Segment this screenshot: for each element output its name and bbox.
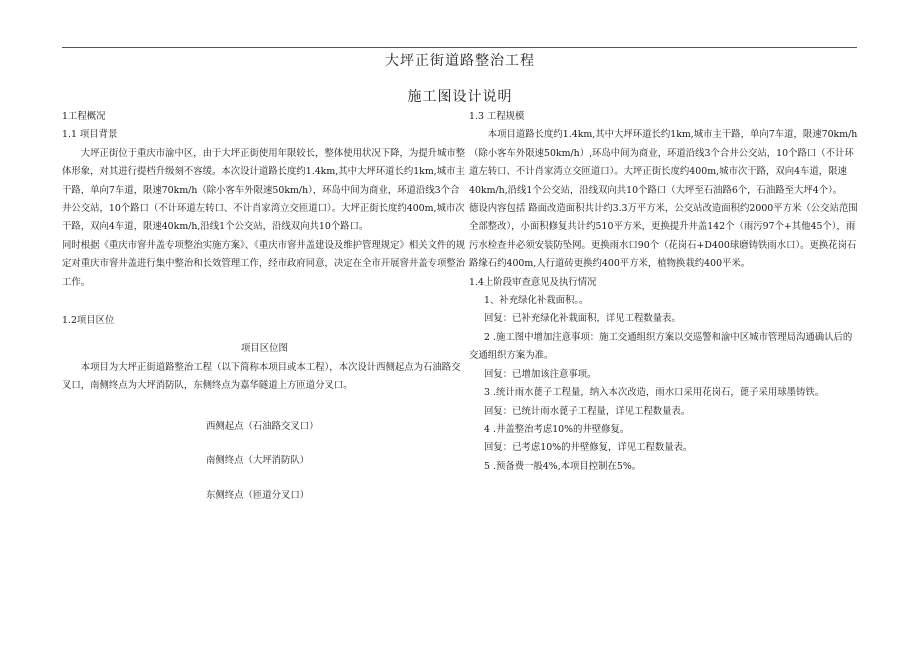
review-reply-1: 回复：已补充绿化补栽面积，详见工程数量表。 bbox=[484, 313, 681, 325]
review-item-4: 4 .井盖整治考虑10%的井壁修复。 bbox=[484, 423, 630, 435]
section-heading-1-3: 1.3 工程规模 bbox=[469, 111, 525, 122]
south-end-point: 南侧终点（大坪消防队） bbox=[206, 455, 310, 467]
review-reply-4: 回复：已考虑10%的井壁修复，详见工程数量表。 bbox=[484, 442, 693, 454]
review-item-1: 1、补充绿化补栽面积。。 bbox=[484, 295, 589, 307]
section-heading-1: 1工程概况 bbox=[62, 111, 106, 122]
west-start-point: 西侧起点（石油路交叉口） bbox=[206, 420, 319, 432]
document-subtitle: 施工图设计说明 bbox=[407, 89, 513, 105]
location-paragraph: 本项目为大坪正街道路整治工程（以下简称本项目或本工程），本次设计西侧起点为石油路交叉口，南侧终点为大坪消防队，东侧终点为嘉华隧道上方匝道分叉口。 bbox=[62, 361, 461, 392]
background-paragraph: 大坪正街位于重庆市渝中区，由于大坪正街使用年限较长，整体使用状况下降，为提升城市整体形象，对其进行提档升级刻不容缓。本次设计道路长度约1.4km,其中大坪环道长约1km,城市主干路，单向7车道，限速70km/h（除小客车外限速50km/h），环岛中间为商业，环道沿线3个合井公交站，10个路口（不计环道左转口、不计肖家湾立交匝道口）。大坪正街长度约400m,城市次干路，双向4车道，限速40km/h,沿线1个公交站，沿线双向共10个路口。 bbox=[62, 147, 466, 233]
top-rule bbox=[62, 47, 857, 48]
regulation-paragraph: 同时根据《重庆市窨井盖专项整治实施方案》、《重庆市窨井盖建设及维护管理规定》相关文件的规定对重庆市窨井盖进行集中整治和长效管理工作，经市政府同意，决定在全市开展窨井盖专项整治工作。 bbox=[62, 239, 466, 288]
section-heading-1-4: 1.4上阶段审查意见及执行情况 bbox=[469, 276, 597, 288]
section-heading-1-2: 1.2项目区位 bbox=[62, 315, 115, 327]
review-reply-3: 回复：已统计雨水蓖子工程量，详见工程数量表。 bbox=[484, 405, 691, 417]
location-map-caption: 项目区位图 bbox=[241, 343, 288, 355]
scope-paragraph: 德设内容包括 路面改造面积共计约3.3万平方米，公交站改造面积约2000平方米（公交站范围全部整改），小面积修复共计约510平方米，更换提升井盖142个（雨污97个+其他45个），雨污水检查井必须安装防坠网。更换雨水口90个（花岗石+D400球磨铸铁雨水口）。更换花岗石路缘石约400m,人行道砖更换约400平方米，植物换栽约400平米。 bbox=[469, 203, 858, 270]
right-column bbox=[469, 108, 861, 476]
section-heading-1-1: 1.1 项目背景 bbox=[62, 129, 118, 141]
document-title: 大坪正街道路整治工程 bbox=[385, 53, 535, 69]
east-end-point: 东侧终点（匝道分叉口） bbox=[206, 489, 310, 501]
review-item-5: 5 .预备费一般4%,本项目控制在5%。 bbox=[484, 460, 642, 472]
review-item-2: 2 .施工图中增加注意事项：施工交通组织方案以交巡警和渝中区城市管理局沟通确认后的交通组织方案为准。 bbox=[469, 331, 853, 362]
left-column bbox=[62, 108, 467, 505]
review-reply-2: 回复：已增加该注意事项。 bbox=[484, 368, 597, 380]
review-item-3: 3 .统计雨水蓖子工程量，纳入本次改造，雨水口采用花岗石，蓖子采用球墨铸铁。 bbox=[484, 387, 825, 399]
scale-paragraph: 本项目道路长度约1.4km,其中大坪环道长约1km,城市主干路，单向7车道，限速70km/h（除小客车外限速50km/h）,环岛中间为商业，环道沿线3个合井公交站，10个路口（不计环道左转口、不计肖家湾立交匝道口）。大坪正街长度约400m,城市次干路，双向4车道，限速40km/h,沿线1个公交站，沿线双向共10个路口（大坪至石油路6个，石油路至大坪4个）。 bbox=[469, 129, 858, 196]
